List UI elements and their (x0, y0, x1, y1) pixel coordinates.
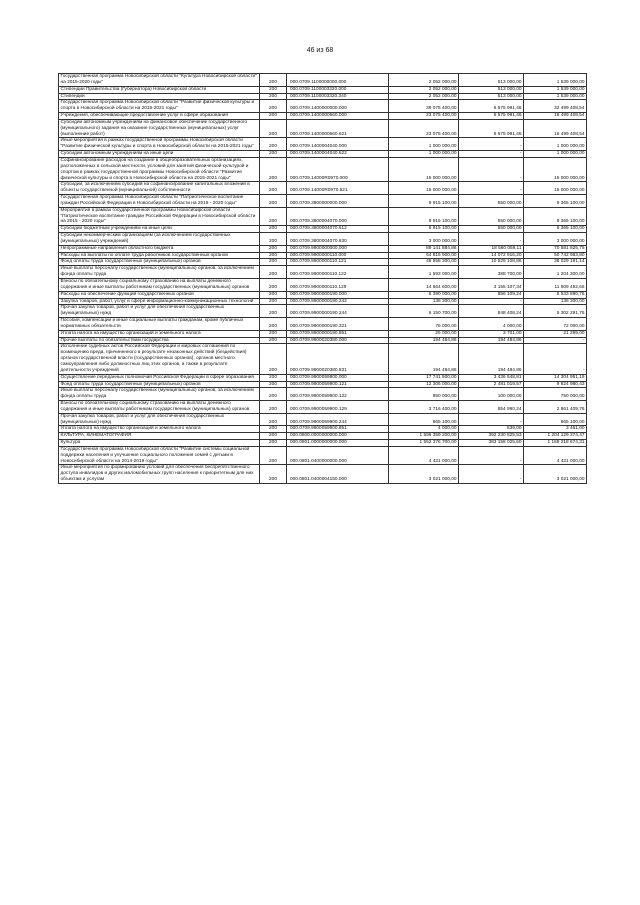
table-row (59, 426, 587, 433)
line-code-cell: 200 (260, 266, 287, 279)
executed-amount-cell: 854 990,24 (459, 401, 524, 414)
expenditure-name-cell: Иные мероприятия по формированию условий для обеспечения беспрепятственного доступа инвалидов и других маломобильных групп населения к приоритетным для них объектам и услугам (59, 465, 260, 484)
expenditure-name-cell: Культура (59, 440, 260, 447)
executed-amount-cell: 6 575 991,46 (459, 113, 524, 120)
line-code-cell: 200 (260, 233, 287, 246)
expenditure-name-cell: Иные выплаты персоналу государственных (муниципальных) органов, за исключением фонда оплаты труда (59, 266, 260, 279)
table-row (59, 119, 587, 138)
line-code-cell: 200 (260, 86, 287, 93)
table-row (59, 291, 587, 298)
executed-amount-cell: - (459, 233, 524, 246)
budget-classification-code-cell: 000.0709.3800000000.000 (287, 195, 389, 208)
expenditure-name-cell: Субсидии автономным учреждениям на иные цели (59, 151, 260, 158)
budget-classification-code-cell: 000.0709.9900000190.851 (287, 330, 389, 337)
remaining-amount-cell: - (524, 344, 587, 374)
executed-amount-cell: 513 000,00 (459, 93, 524, 100)
expenditure-name-cell: КУЛЬТУРА, КИНЕМАТОГРАФИЯ (59, 433, 260, 440)
remaining-amount-cell: 4 421 000,00 (524, 446, 587, 465)
executed-amount-cell: 3 436 548,81 (459, 374, 524, 381)
table-row (59, 401, 587, 414)
table-row (59, 374, 587, 381)
budget-classification-code-cell: 000.0800.0000000000.000 (287, 433, 389, 440)
line-code-cell: 200 (260, 440, 287, 447)
remaining-amount-cell: 9 824 980,43 (524, 381, 587, 388)
budget-classification-code-cell: 000.0709.3800004070.630 (287, 233, 389, 246)
remaining-amount-cell: 6 365 100,00 (524, 226, 587, 233)
budget-classification-code-cell: 000.0709.9900059900.122 (287, 388, 389, 401)
executed-amount-cell: - (459, 465, 524, 484)
expenditure-name-cell: Иные мероприятия в рамках государственной программы Новосибирской области "Развитие физической культуры и спорта в Новосибирской области на 2015-2021 годы" (59, 138, 260, 151)
table-row (59, 195, 587, 208)
budget-classification-code-cell: 000.0801.0400004150.000 (287, 465, 389, 484)
table-row (59, 266, 587, 279)
budget-classification-code-cell: 000.0709.9900000000.000 (287, 245, 389, 252)
approved-amount-cell: 1 000 000,00 (389, 151, 459, 158)
remaining-amount-cell: 9 365 100,00 (524, 195, 587, 208)
executed-amount-cell: 848 408,24 (459, 305, 524, 318)
remaining-amount-cell: 1 539 000,00 (524, 74, 587, 87)
remaining-amount-cell: 15 000 000,00 (524, 157, 587, 181)
expenditure-name-cell: Стипендии Правительства (Губернатора) Новосибирской области (59, 86, 260, 93)
budget-classification-code-cell: 000.0709.1100000000.000 (287, 74, 389, 87)
expenditure-name-cell: Государственная программа Новосибирской области "Развитие физической культуры и спорта в Новосибирской области на 2015-2021 годы" (59, 100, 260, 113)
table-row (59, 252, 587, 259)
approved-amount-cell: 48 558 300,00 (389, 259, 459, 266)
approved-amount-cell: 4 000,00 (389, 426, 459, 433)
table-row (59, 318, 587, 331)
table-row (59, 413, 587, 426)
expenditure-name-cell: Субсидии некоммерческим организациям (за исключением государственных (муниципальных) учреждений) (59, 233, 260, 246)
remaining-amount-cell: 14 304 951,19 (524, 374, 587, 381)
line-code-cell: 200 (260, 291, 287, 298)
budget-classification-code-cell: 000.0709.9900000190.000 (287, 291, 389, 298)
approved-amount-cell: 194 484,86 (389, 344, 459, 374)
remaining-amount-cell: 32 499 408,54 (524, 100, 587, 113)
executed-amount-cell: 513 000,00 (459, 86, 524, 93)
line-code-cell: 200 (260, 207, 287, 226)
executed-amount-cell: 550 000,00 (459, 195, 524, 208)
remaining-amount-cell: 1 204 300,00 (524, 266, 587, 279)
remaining-amount-cell: 72 000,00 (524, 318, 587, 331)
executed-amount-cell: - (459, 151, 524, 158)
budget-classification-code-cell: 000.0709.9900059900.121 (287, 381, 389, 388)
line-code-cell: 200 (260, 226, 287, 233)
remaining-amount-cell: 5 533 890,76 (524, 291, 587, 298)
remaining-amount-cell: 1 000 000,00 (524, 138, 587, 151)
budget-classification-code-cell: 000.0709.1400000000.000 (287, 100, 389, 113)
approved-amount-cell: 23 075 400,00 (389, 119, 459, 138)
approved-amount-cell: 15 000 000,00 (389, 157, 459, 181)
budget-classification-code-cell: 000.0709.3800004070.612 (287, 226, 389, 233)
expenditure-name-cell: Непрограммные направления областного бюджета (59, 245, 260, 252)
expenditure-name-cell: Иные выплаты персоналу государственных (муниципальных) органов, за исключением фонда оплаты труда (59, 388, 260, 401)
budget-classification-code-cell: 000.0709.9900000110.000 (287, 252, 389, 259)
line-code-cell: 200 (260, 413, 287, 426)
executed-amount-cell: 513 000,00 (459, 74, 524, 87)
approved-amount-cell: 1 000 000,00 (389, 138, 459, 151)
approved-amount-cell: 865 100,00 (389, 413, 459, 426)
line-code-cell: 200 (260, 318, 287, 331)
table-row (59, 305, 587, 318)
line-code-cell: 200 (260, 119, 287, 138)
table-row (59, 330, 587, 337)
expenditure-name-cell: Государственная программа Новосибирской области "Развитие системы социальной поддержки населения и улучшение социального положения семей с детьми в Новосибирской области на 2014-2019 годы" (59, 446, 260, 465)
remaining-amount-cell: 15 000 000,00 (524, 182, 587, 195)
remaining-amount-cell: 750 000,00 (524, 388, 587, 401)
executed-amount-cell: - (459, 298, 524, 305)
table-row (59, 93, 587, 100)
line-code-cell: 200 (260, 74, 287, 87)
remaining-amount-cell: 21 299,00 (524, 330, 587, 337)
expenditure-name-cell: Мероприятия в рамках государственной программы Новосибирской области "Патриотическое воспитание граждан Российской Федерации в Новосибирской области на 2015 - 2020 годы" (59, 207, 260, 226)
approved-amount-cell: 9 915 100,00 (389, 195, 459, 208)
table-row (59, 233, 587, 246)
line-code-cell: 200 (260, 433, 287, 440)
line-code-cell: 200 (260, 259, 287, 266)
expenditure-name-cell: Прочая закупка товаров, работ и услуг для обеспечения государственных (муниципальных) нужд (59, 305, 260, 318)
remaining-amount-cell: 11 509 492,66 (524, 279, 587, 292)
table-row (59, 381, 587, 388)
approved-amount-cell: 850 000,00 (389, 388, 459, 401)
remaining-amount-cell: 1 204 129 374,47 (524, 433, 587, 440)
expenditure-name-cell: Учреждения, обеспечивающие предоставление услуг в сфере образования (59, 113, 260, 120)
line-code-cell: 200 (260, 426, 287, 433)
expenditure-name-cell: Субсидии, за исключением субсидий на софинансирование капитальных вложений в объекты государственной (муниципальной) собственности (59, 182, 260, 195)
executed-amount-cell: - (459, 182, 524, 195)
budget-classification-code-cell: 000.0709.9900000190.321 (287, 318, 389, 331)
line-code-cell: 200 (260, 337, 287, 344)
line-code-cell: 200 (260, 305, 287, 318)
executed-amount-cell: - (459, 157, 524, 181)
approved-amount-cell: 4 421 000,00 (389, 446, 459, 465)
executed-amount-cell: 392 230 825,53 (459, 433, 524, 440)
remaining-amount-cell: 16 499 408,54 (524, 119, 587, 138)
approved-amount-cell: 1 593 000,00 (389, 266, 459, 279)
line-code-cell: 200 (260, 113, 287, 120)
table-row (59, 440, 587, 447)
approved-amount-cell: 1 552 376 700,00 (389, 440, 459, 447)
approved-amount-cell: 39 075 400,00 (389, 100, 459, 113)
remaining-amount-cell: - (524, 337, 587, 344)
table-row (59, 344, 587, 374)
approved-amount-cell: 2 052 000,00 (389, 86, 459, 93)
remaining-amount-cell: 70 581 825,75 (524, 245, 587, 252)
expenditure-name-cell: Фонд оплаты труда государственных (муниципальных) органов (59, 259, 260, 266)
expenditure-name-cell: Прочие выплаты по обязательствам государства (59, 337, 260, 344)
line-code-cell: 200 (260, 195, 287, 208)
budget-classification-code-cell: 000.0709.9900020380.831 (287, 344, 389, 374)
executed-amount-cell: 3 701,00 (459, 330, 524, 337)
approved-amount-cell: 64 815 900,00 (389, 252, 459, 259)
budget-classification-code-cell: 000.0709.1100003320.000 (287, 86, 389, 93)
executed-amount-cell: 100 000,00 (459, 388, 524, 401)
executed-amount-cell: - (459, 446, 524, 465)
expenditure-name-cell: Уплата налога на имущество организаций и земельного налога (59, 426, 260, 433)
table-row (59, 74, 587, 87)
remaining-amount-cell: 38 029 191,14 (524, 259, 587, 266)
budget-classification-code-cell: 000.0801.0400000000.000 (287, 446, 389, 465)
expenditure-name-cell: Софинансирование расходов на создание в общеобразовательных организациях, расположенных в сельской местности, условий для занятий физической культурой и спортом в рамках государственной программы Новосибирской области "Развитие физической культуры и спорта в Новосибирской области на 2015-2021 годы" (59, 157, 260, 181)
table-row (59, 157, 587, 181)
approved-amount-cell: 6 150 700,00 (389, 305, 459, 318)
expenditure-name-cell: Расходы на выплаты по оплате труда работников государственных органов (59, 252, 260, 259)
line-code-cell: 200 (260, 252, 287, 259)
page-number: 46 из 68 (306, 47, 334, 54)
executed-amount-cell: 6 575 991,46 (459, 100, 524, 113)
remaining-amount-cell: 9 365 100,00 (524, 207, 587, 226)
remaining-amount-cell: 1 539 000,00 (524, 93, 587, 100)
executed-amount-cell: 856 109,24 (459, 291, 524, 298)
expenditure-name-cell: Субсидии бюджетным учреждениям на иные цели (59, 226, 260, 233)
table-row (59, 207, 587, 226)
table-row (59, 113, 587, 120)
remaining-amount-cell: 138 300,00 (524, 298, 587, 305)
table-row (59, 259, 587, 266)
remaining-amount-cell: 865 100,00 (524, 413, 587, 426)
line-code-cell: 200 (260, 151, 287, 158)
executed-amount-cell: 539,00 (459, 426, 524, 433)
approved-amount-cell: 2 052 000,00 (389, 74, 459, 87)
expenditure-name-cell: Взносы по обязательному социальному страхованию на выплаты денежного содержания и иные выплаты работникам государственных (муниципальных) органов (59, 401, 260, 414)
executed-amount-cell: 6 575 991,46 (459, 119, 524, 138)
expenditure-name-cell: Закупка товаров, работ, услуг в сфере информационно-коммуникационных технологий (59, 298, 260, 305)
executed-amount-cell: - (459, 138, 524, 151)
line-code-cell: 200 (260, 374, 287, 381)
budget-classification-code-cell: 000.0709.1400000660.000 (287, 113, 389, 120)
budget-classification-code-cell: 000.0709.9900059900.129 (287, 401, 389, 414)
budget-classification-code-cell: 000.0709.14000R0970.521 (287, 182, 389, 195)
expenditure-name-cell: Пособия, компенсации и иные социальные выплаты гражданам, кроме публичных нормативных обязательств (59, 318, 260, 331)
line-code-cell: 200 (260, 381, 287, 388)
expenditure-name-cell: Осуществление переданных полномочий Российской Федерации в сфере образования (59, 374, 260, 381)
line-code-cell: 200 (260, 157, 287, 181)
line-code-cell: 200 (260, 330, 287, 337)
approved-amount-cell: 138 300,00 (389, 298, 459, 305)
expenditure-name-cell: Взносы по обязательному социальному страхованию на выплаты денежного содержания и иные выплаты работникам государственных (муниципальных) органов (59, 279, 260, 292)
line-code-cell: 200 (260, 182, 287, 195)
approved-amount-cell: 3 000 000,00 (389, 233, 459, 246)
line-code-cell: 200 (260, 138, 287, 151)
approved-amount-cell: 194 484,86 (389, 337, 459, 344)
executed-amount-cell: 14 072 916,20 (459, 252, 524, 259)
budget-classification-code-cell: 000.0709.14000R0970.000 (287, 157, 389, 181)
expenditure-name-cell: Фонд оплаты труда государственных (муниципальных) органов (59, 381, 260, 388)
executed-amount-cell: 194 484,86 (459, 344, 524, 374)
approved-amount-cell: 14 664 600,00 (389, 279, 459, 292)
remaining-amount-cell: 3 021 000,00 (524, 465, 587, 484)
table-row (59, 226, 587, 233)
line-code-cell: 200 (260, 245, 287, 252)
budget-classification-code-cell: 000.0801.0000000000.000 (287, 440, 389, 447)
approved-amount-cell: 76 000,00 (389, 318, 459, 331)
approved-amount-cell: 6 915 100,00 (389, 226, 459, 233)
budget-classification-code-cell: 000.0709.1400000660.621 (287, 119, 389, 138)
approved-amount-cell: 9 915 100,00 (389, 207, 459, 226)
approved-amount-cell: 3 716 400,00 (389, 401, 459, 414)
approved-amount-cell: 17 741 500,00 (389, 374, 459, 381)
line-code-cell: 200 (260, 465, 287, 484)
executed-amount-cell: 388 700,00 (459, 266, 524, 279)
budget-classification-code-cell: 000.0709.9900000110.122 (287, 266, 389, 279)
budget-classification-code-cell: 000.0709.1400004040.000 (287, 138, 389, 151)
expenditure-name-cell: Стипендии (59, 93, 260, 100)
executed-amount-cell: 18 560 059,11 (459, 245, 524, 252)
remaining-amount-cell: 16 499 408,54 (524, 113, 587, 120)
expenditure-name-cell: Исполнение судебных актов Российской Федерации и мировых соглашений по возмещению вреда, причиненного в результате незаконных действий (бездействия) органов государственной власти (государственных органов), органов местного самоуправления либо должностных лиц этих органов, а также в результате деятельности учреждений (59, 344, 260, 374)
expenditure-name-cell: Субсидии автономным учреждениям на финансовое обеспечение государственного (муниципального) задания на оказание государственных (муниципальных) услуг (выполнение работ) (59, 119, 260, 138)
remaining-amount-cell: 5 302 291,76 (524, 305, 587, 318)
expenditure-name-cell: Государственная программа Новосибирской области "Патриотическое воспитание граждан Российской Федерации в Новосибирской области на 2015 - 2020 годы" (59, 195, 260, 208)
table-row (59, 465, 587, 484)
approved-amount-cell: 1 596 359 200,00 (389, 433, 459, 440)
table-row (59, 100, 587, 113)
expenditure-name-cell: Прочая закупка товаров, работ и услуг для обеспечения государственных (муниципальных) нужд (59, 413, 260, 426)
line-code-cell: 200 (260, 446, 287, 465)
line-code-cell: 200 (260, 401, 287, 414)
approved-amount-cell: 12 306 000,00 (389, 381, 459, 388)
approved-amount-cell: 3 021 000,00 (389, 465, 459, 484)
line-code-cell: 200 (260, 279, 287, 292)
approved-amount-cell: 89 141 884,86 (389, 245, 459, 252)
remaining-amount-cell: 2 861 409,76 (524, 401, 587, 414)
table-row (59, 86, 587, 93)
table-row (59, 446, 587, 465)
budget-classification-code-cell: 000.0709.1100003320.340 (287, 93, 389, 100)
approved-amount-cell: 23 075 400,00 (389, 113, 459, 120)
approved-amount-cell: 2 052 000,00 (389, 93, 459, 100)
executed-amount-cell: 550 000,00 (459, 207, 524, 226)
remaining-amount-cell: 3 461,00 (524, 426, 587, 433)
approved-amount-cell: 25 000,00 (389, 330, 459, 337)
budget-classification-code-cell: 000.0709.1400004040.622 (287, 151, 389, 158)
executed-amount-cell: 2 481 019,57 (459, 381, 524, 388)
remaining-amount-cell: 1 169 218 674,31 (524, 440, 587, 447)
budget-execution-table (58, 73, 587, 484)
table-row (59, 138, 587, 151)
executed-amount-cell: 10 529 108,86 (459, 259, 524, 266)
table-row (59, 433, 587, 440)
line-code-cell: 200 (260, 344, 287, 374)
table-row (59, 298, 587, 305)
remaining-amount-cell: 3 000 000,00 (524, 233, 587, 246)
approved-amount-cell: 6 390 000,00 (389, 291, 459, 298)
executed-amount-cell: 4 000,00 (459, 318, 524, 331)
budget-classification-code-cell: 000.0709.9900020380.000 (287, 337, 389, 344)
expenditure-name-cell: Уплата налога на имущество организаций и земельного налога (59, 330, 260, 337)
budget-classification-code-cell: 000.0709.9900059900.244 (287, 413, 389, 426)
table-row (59, 182, 587, 195)
executed-amount-cell: 383 158 025,60 (459, 440, 524, 447)
budget-classification-code-cell: 000.0709.9900000190.244 (287, 305, 389, 318)
executed-amount-cell: 3 155 107,34 (459, 279, 524, 292)
budget-classification-code-cell: 000.0709.9900000190.242 (287, 298, 389, 305)
line-code-cell: 200 (260, 100, 287, 113)
table-row (59, 279, 587, 292)
executed-amount-cell: 194 484,86 (459, 337, 524, 344)
table-row (59, 245, 587, 252)
budget-classification-code-cell: 000.0709.9900059900.851 (287, 426, 389, 433)
table-row (59, 337, 587, 344)
executed-amount-cell: - (459, 413, 524, 426)
remaining-amount-cell: 1 000 000,00 (524, 151, 587, 158)
approved-amount-cell: 15 000 000,00 (389, 182, 459, 195)
line-code-cell: 200 (260, 93, 287, 100)
line-code-cell: 200 (260, 388, 287, 401)
line-code-cell: 200 (260, 298, 287, 305)
budget-classification-code-cell: 000.0709.9900059900.000 (287, 374, 389, 381)
expenditure-name-cell: Государственная программа Новосибирской области "Культура Новосибирской области" на 2015-2020 годы" (59, 74, 260, 87)
expenditure-name-cell: Расходы на обеспечение функций государственных органов (59, 291, 260, 298)
budget-classification-code-cell: 000.0709.9900000110.129 (287, 279, 389, 292)
table-row (59, 388, 587, 401)
table-row (59, 151, 587, 158)
budget-classification-code-cell: 000.0709.9900000110.121 (287, 259, 389, 266)
table-body (59, 74, 587, 484)
budget-classification-code-cell: 000.0709.3800004070.000 (287, 207, 389, 226)
executed-amount-cell: 550 000,00 (459, 226, 524, 233)
remaining-amount-cell: 50 742 983,80 (524, 252, 587, 259)
remaining-amount-cell: 1 539 000,00 (524, 86, 587, 93)
